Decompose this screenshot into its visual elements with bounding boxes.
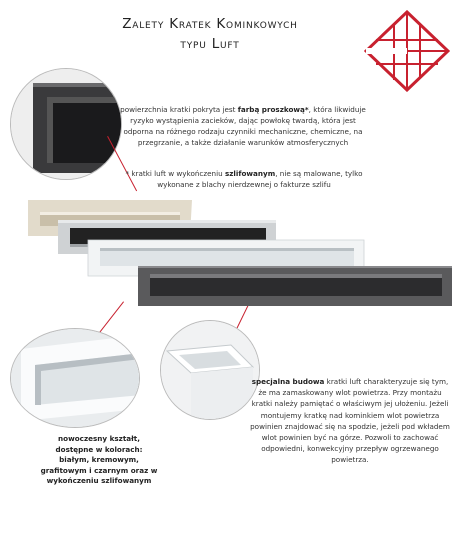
powder-intro: powierzchnia kratki pokryta jest	[120, 105, 236, 114]
title-line-1: Zalety Kratek Kominkowych	[122, 16, 298, 32]
grille-color-variants-image	[0, 196, 456, 326]
brushed-finish-note	[124, 168, 364, 190]
white-grille-detail-image	[10, 328, 140, 428]
powder-rest: , która likwiduje ryzyko wystąpienia zacieków, dając powłokę twardą, która jest odporna na różnego rodzaju czynniki mechaniczne, chemiczne, na przegrzanie, a także działanie warunków atmosferycznych	[123, 105, 366, 147]
page-title	[60, 14, 360, 54]
shape-colors-text: nowoczesny kształt, dostępne w kolorach: białym, kremowym, grafitowym i czarnym oraz w wykończeniu szlifowanym	[40, 434, 158, 485]
brushed-rest: , nie są malowane, tylko wykonane z blachy nierdzewnej o fakturze szlifu	[157, 169, 363, 189]
grille-graphite	[138, 266, 452, 306]
powder-coating-description	[120, 104, 366, 148]
construction-rest: kratki luft charakteryzuje się tym, że ma zamaskowany wlot powietrza. Przy montażu kratki należy pamiętać o właściwym jej ułożeniu. Jeżeli montujemy kratkę nad kominkiem wlot powietrza powinien znajdować się na spodzie, jeżeli pod wkładem wlot powinien być na górze. Pozwoli to zachować odpowiedni, konwekcyjny przepływ ogrzewanego powietrza.	[250, 377, 450, 465]
brushed-intro: * kratki luft w wykończeniu	[125, 169, 223, 178]
title-line-2: typu Luft	[180, 36, 240, 52]
brushed-bold: szlifowanym	[224, 169, 276, 178]
construction-bold: specjalna budowa	[251, 377, 325, 386]
powder-bold: farbą proszkową*	[237, 105, 309, 114]
grille-corner-detail-image	[10, 68, 122, 180]
shape-and-colors-description	[40, 434, 158, 487]
logo-grid-icon	[364, 10, 450, 92]
air-inlet-detail-image	[160, 320, 260, 420]
special-construction-description	[250, 376, 450, 466]
